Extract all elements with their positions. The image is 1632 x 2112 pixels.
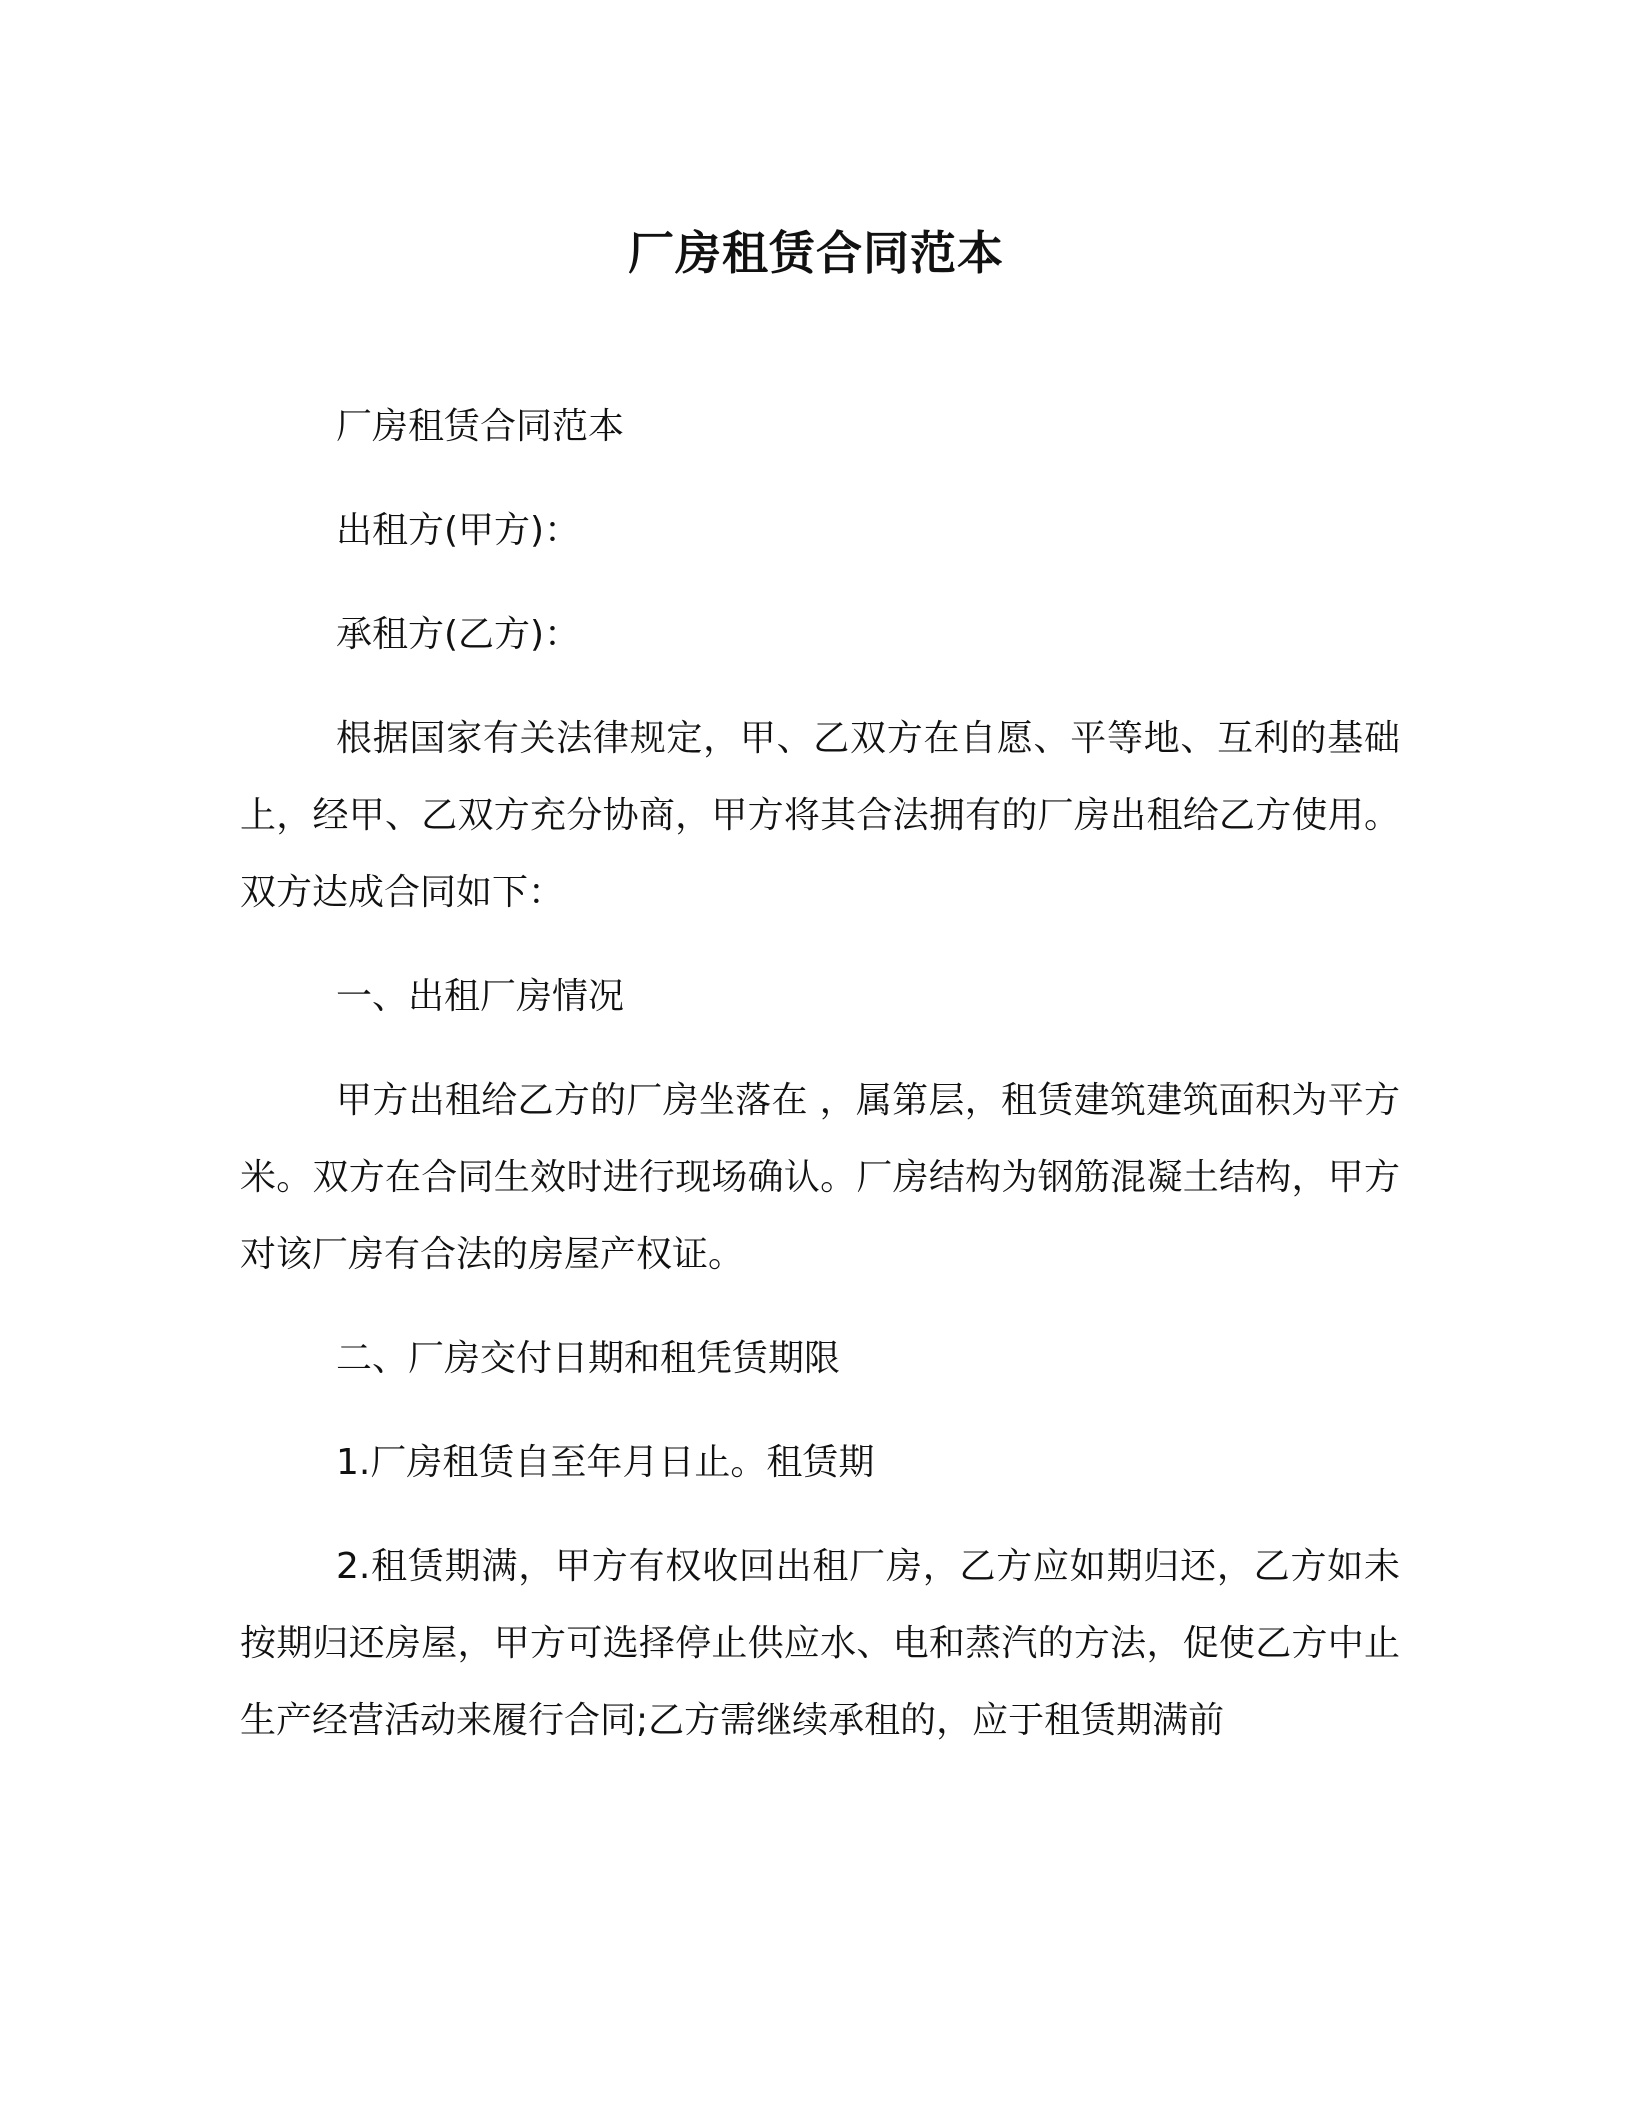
paragraph-clause-2: 2.租赁期满，甲方有权收回出租厂房，乙方应如期归还，乙方如未按期归还房屋，甲方可选择停止供应水、电和蒸汽的方法，促使乙方中止生产经营活动来履行合同;乙方需继续承租的，应于租赁期满前	[240, 1546, 1400, 1741]
paragraph-lessee: 承租方(乙方)：	[336, 614, 581, 655]
paragraph-premises: 甲方出租给乙方的厂房坐落在 ，属第层，租赁建筑建筑面积为平方米。双方在合同生效时进行现场确认。厂房结构为钢筋混凝土结构，甲方对该厂房有合法的房屋产权证。	[240, 1080, 1400, 1275]
section-heading-2: 二、厂房交付日期和租凭赁期限	[336, 1338, 841, 1379]
paragraph-preamble: 根据国家有关法律规定，甲、乙双方在自愿、平等地、互利的基础上，经甲、乙双方充分协商，甲方将其合法拥有的厂房出租给乙方使用。双方达成合同如下：	[240, 718, 1400, 913]
section-heading-1: 一、出租厂房情况	[336, 976, 625, 1017]
document-body	[240, 388, 1400, 1786]
paragraph-heading: 厂房租赁合同范本	[336, 406, 625, 447]
paragraph-clause-1: 1.厂房租赁自至年月日止。租赁期	[336, 1442, 875, 1483]
paragraph-lessor: 出租方(甲方)：	[336, 510, 581, 551]
document-title: 厂房租赁合同范本	[628, 226, 1004, 280]
